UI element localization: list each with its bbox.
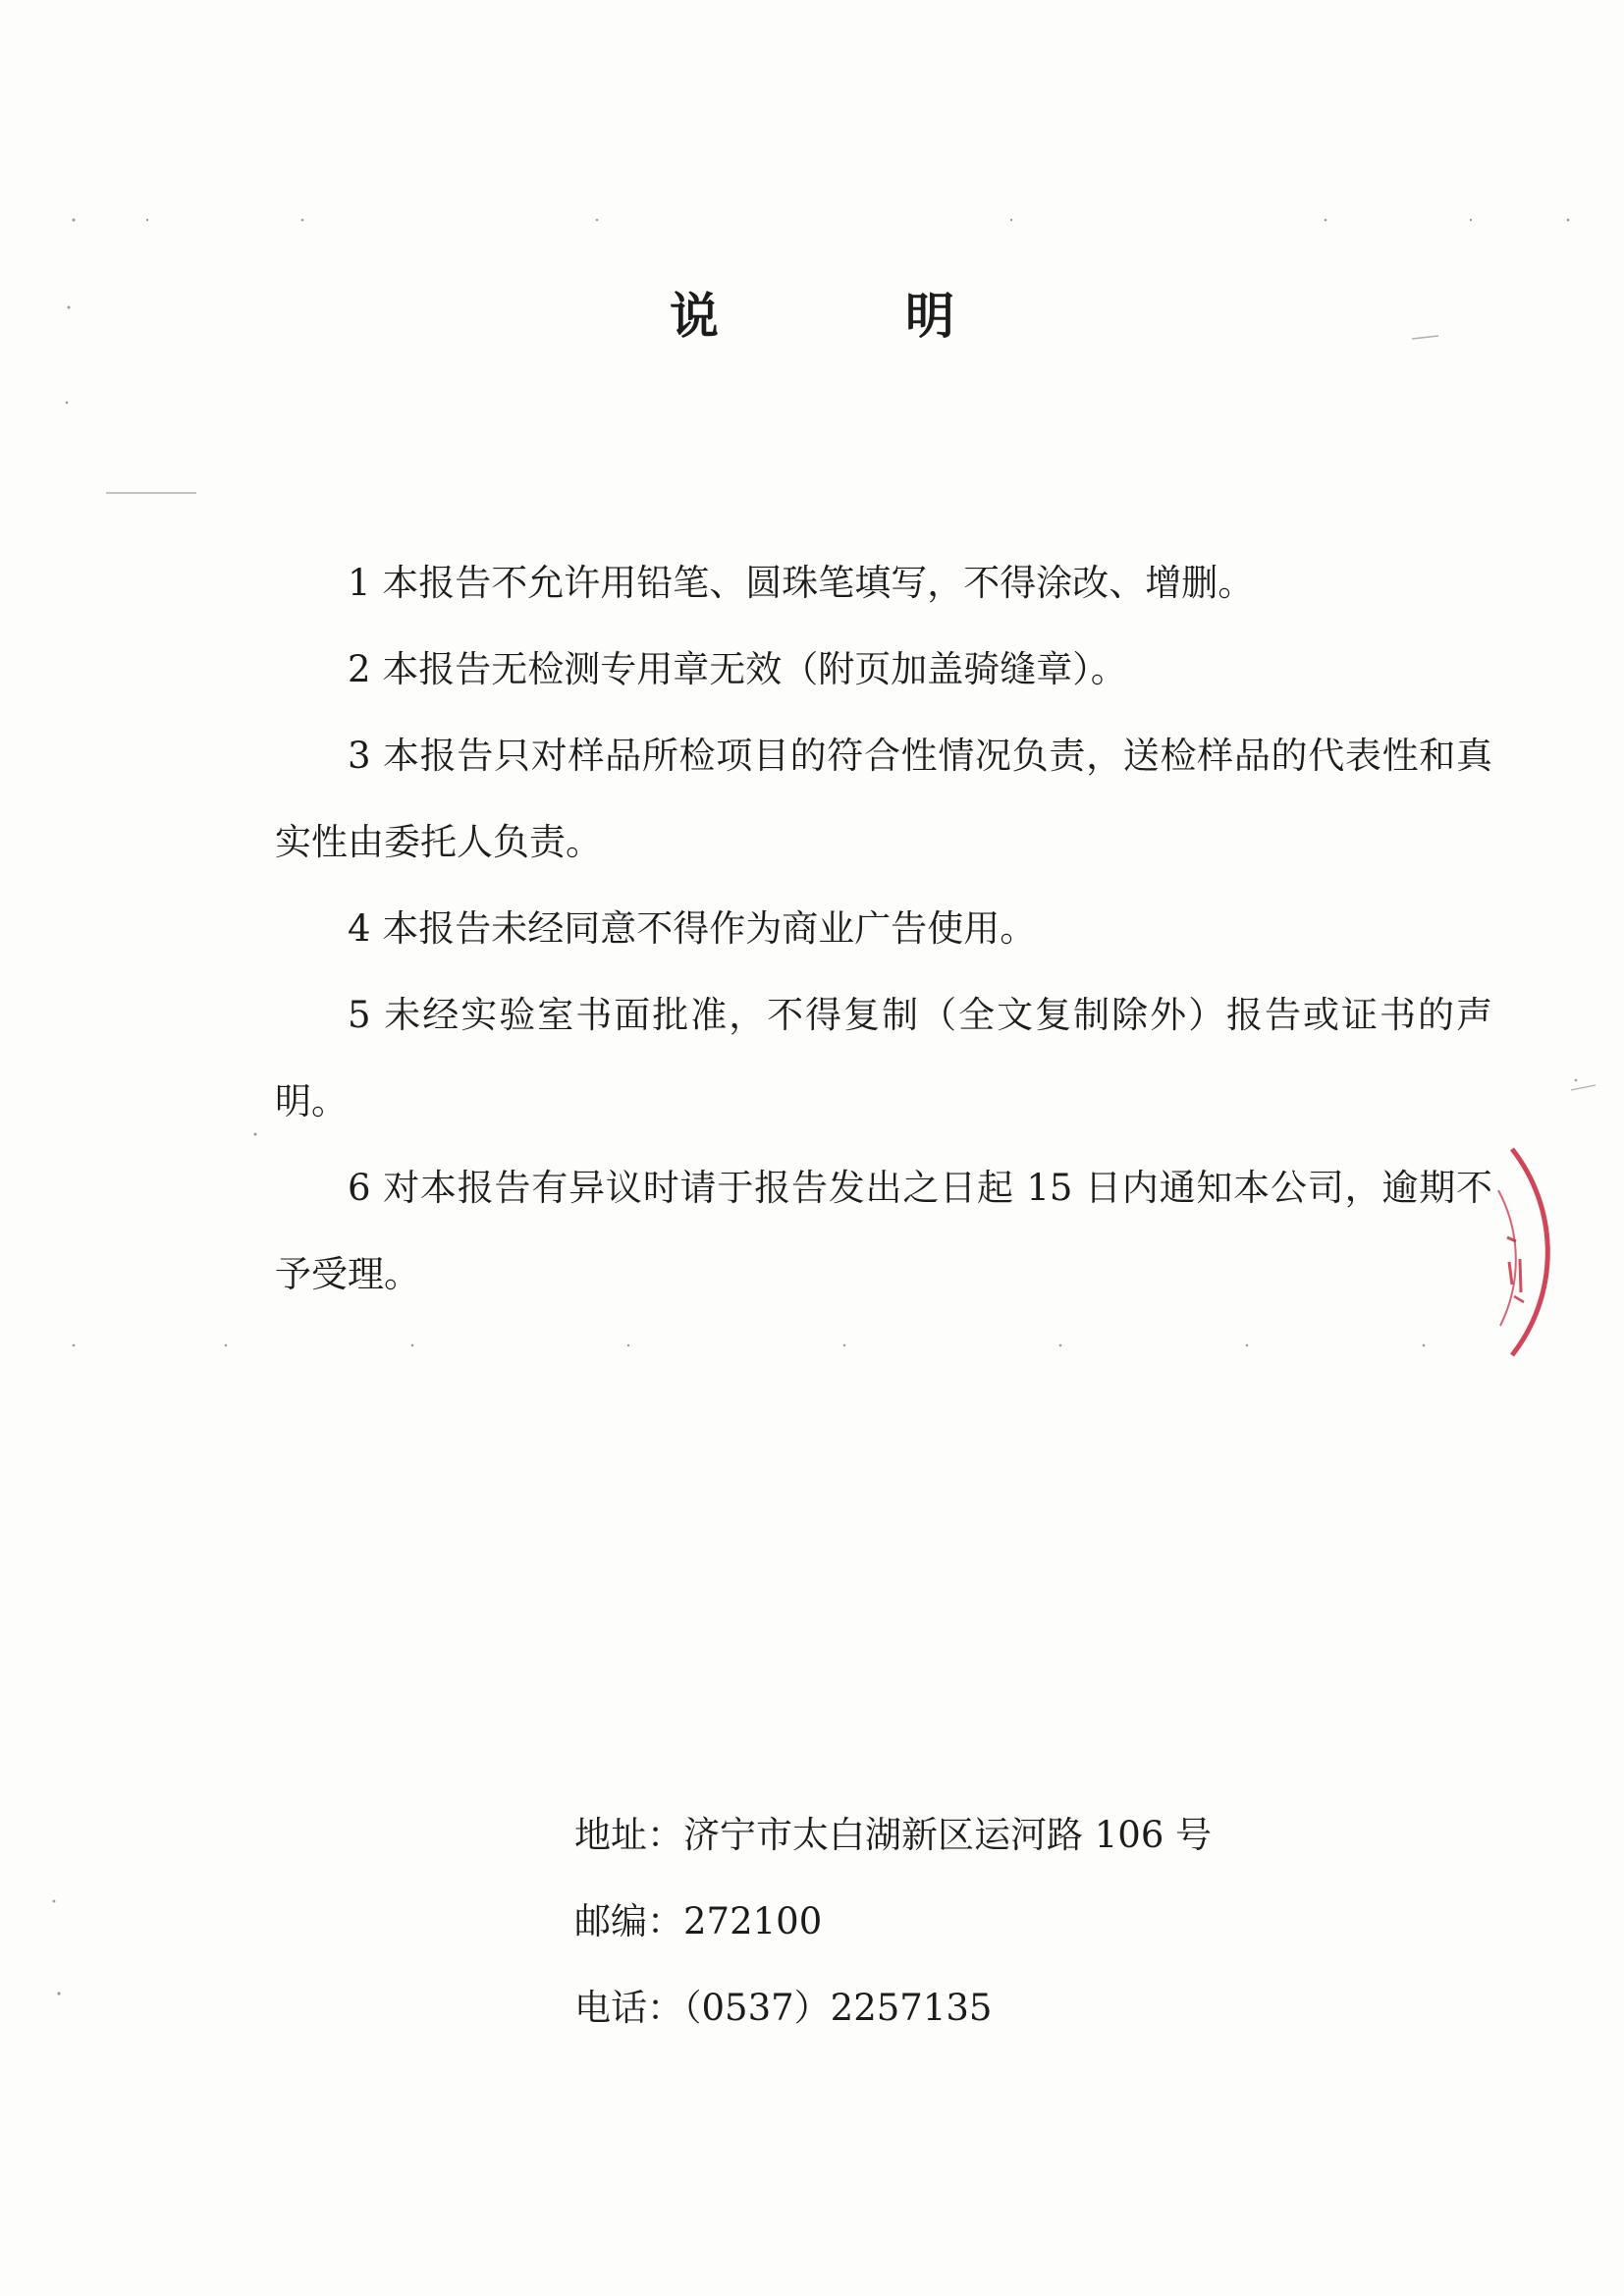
contact-block — [574, 1792, 1458, 2051]
address-line: 地址：济宁市太白湖新区运河路 106 号 — [574, 1814, 1213, 1856]
page-title: 说明 — [670, 287, 1141, 345]
note-1: 1 本报告不允许用铅笔、圆珠笔填写，不得涂改、增删。 — [348, 562, 1255, 604]
note-3: 3 本报告只对样品所检项目的符合性情况负责，送检样品的代表性和真实性由委托人负责。 — [275, 735, 1492, 863]
note-4: 4 本报告未经同意不得作为商业广告使用。 — [348, 907, 1037, 950]
phone-line: 电话：（0537）2257135 — [574, 1987, 993, 2029]
notes-list — [275, 540, 1492, 1318]
partial-seal-stamp — [1473, 1139, 1624, 1365]
note-5: 5 未经实验室书面批准，不得复制（全文复制除外）报告或证书的声明。 — [275, 994, 1492, 1122]
note-6: 6 对本报告有异议时请于报告发出之日起 15 日内通知本公司，逾期不予受理。 — [275, 1167, 1492, 1295]
note-2: 2 本报告无检测专用章无效（附页加盖骑缝章）。 — [348, 648, 1127, 690]
postcode-line: 邮编：272100 — [574, 1900, 823, 1942]
